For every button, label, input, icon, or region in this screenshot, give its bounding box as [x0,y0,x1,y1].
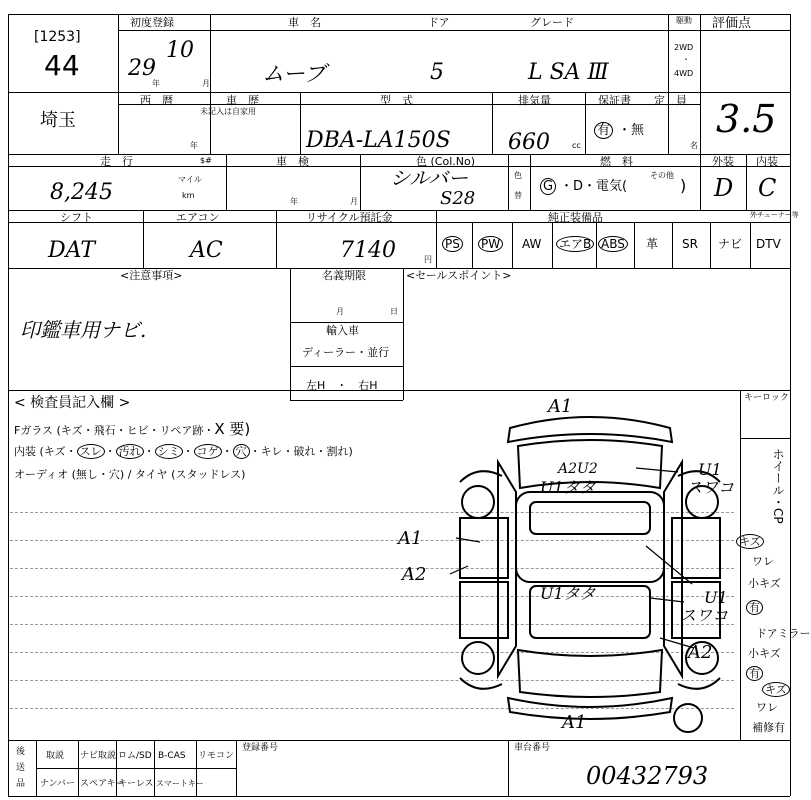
interior-koge: コゲ [194,444,222,459]
ac-label: エアコン [176,211,220,224]
leader [636,468,678,472]
color-value: シルバー [390,166,469,190]
equip-leather: 革 [646,237,659,251]
model-label: 型 式 [380,94,413,107]
equip-pw-circle: PW [478,236,503,252]
rule [8,210,790,211]
car-name-label: 車 名 [288,16,321,29]
small-kizu: 小キズ [748,577,781,590]
interior-value: C [758,174,777,202]
mark-left-a1: A1 [398,528,423,549]
region: 埼玉 [40,110,76,131]
rule [8,14,9,796]
rule [492,92,493,154]
rule [530,154,531,210]
rule [508,740,509,796]
rule [740,438,790,439]
mark-roof2: U1タタ [540,478,596,497]
first-reg-label: 初度登録 [130,16,174,29]
mark-right2-u1: U1 [704,588,728,607]
mirror-ware: ワレ [756,701,778,714]
interior-suffix: キレ・破れ・割れ) [260,445,353,458]
key-lock-label: キーロック [744,393,789,403]
fuel-g-circle: G [540,178,556,195]
drive-2wd: 2WD [674,43,694,52]
equip-dtv: DTV [756,237,781,251]
trunk [518,650,662,697]
car-diagram [420,396,740,736]
rule [790,14,791,796]
interior-shimi: シミ [155,444,183,459]
rule [290,322,403,323]
repaint-label-1: 色 [514,171,522,180]
exterior-value: D [714,174,734,202]
small-kizu2: 小キズ [748,647,781,660]
displacement-value: 660 [508,130,550,155]
displacement-label: 排気量 [518,94,551,107]
footer-navi-manual: ナビ取説 [80,751,117,761]
capacity-label: 定 員 [654,94,687,107]
interior-yogore: 汚れ [116,444,144,459]
fender-fl [460,471,502,482]
car-history-note: 未記入は自家用 [200,107,256,116]
rule [226,154,227,210]
rule [710,222,711,268]
repaint-label-2: 替 [514,191,522,200]
lot-code: [1253] [34,29,81,45]
name-change-label: 名義期限 [322,269,366,282]
rule [118,14,119,154]
right-front-door [672,518,720,578]
mark-right-sugo: スワコ [686,478,735,497]
inspection-month-unit: 月 [350,197,358,206]
mark-rear: A1 [562,712,587,733]
chassis-number: 00432793 [586,762,709,790]
km-unit: km [182,191,195,200]
mileage-label: 走 行 [100,155,133,168]
rating-label: 評価点 [712,16,752,31]
equip-abs-circle: ABS [598,236,628,252]
mirror-kizu-circle: キズ [762,682,790,697]
car-name-value: ムーブ [262,62,326,87]
fglass-suffix: X 要) [214,420,251,438]
interior-sure: スレ [77,444,105,459]
chassis-label: 車台番号 [514,743,551,753]
inspector-title: < 検査員記入欄 > [14,395,131,411]
fuel-rest: ・D・電気( [560,179,628,194]
footer-keyless: キーレス [118,779,154,789]
year-unit: 年 [152,79,160,88]
wheel-rear-left [462,642,494,674]
fuel-close: ) [680,176,687,195]
grade-label: グレード [530,16,574,29]
model-value: DBA-LA150S [306,128,451,153]
first-reg-year: 29 [128,56,156,81]
mark-left-a2: A2 [402,564,427,585]
leader [646,546,692,584]
rule [8,14,790,15]
equip-abs [598,238,628,250]
rule [290,366,403,367]
rule [668,14,669,154]
rating-value: 3.5 [716,97,777,141]
rule [585,92,586,154]
rule [552,222,553,268]
mark-center: U1タタ [540,584,596,603]
grade-value: L SA Ⅲ [528,60,609,85]
mileage-value: 8,245 [50,180,113,205]
left-front-door [460,518,508,578]
warranty-yes-circle: 有 [594,122,613,139]
tuner-label: 外チューナー等 [750,211,799,219]
interior-prefix: 内装 (キズ・ [14,445,77,458]
inspection-label: 車 検 [276,155,309,168]
color-label: 色 (Col.No) [416,155,476,168]
footer-rom: ロム/SD [118,751,152,761]
rule [290,400,403,401]
leader [650,598,684,602]
rule [700,14,701,154]
era-year-unit: 年 [190,141,198,150]
small-kizu2-has [746,668,763,679]
recycle-label: リサイクル預託金 [306,211,393,224]
rule [403,268,404,400]
footer-left-1: 後 [16,747,26,757]
footer-spare-key: スペアキー [80,779,125,789]
equip-ps [442,238,463,250]
door-value: 5 [430,60,444,85]
warranty-label: 保証書 [598,94,631,107]
interior-ana: 穴 [233,444,250,459]
wheel-ware: ワレ [752,555,774,568]
repair-label: 補修有 [752,721,785,734]
rule [360,154,361,210]
equipment-label: 純正装備品 [548,211,603,224]
rule [210,92,211,154]
import-label: 輸入車 [326,324,359,337]
fglass-line [14,420,250,439]
rule [8,92,790,93]
fender-rl [460,678,502,689]
fender-rr [678,678,720,689]
rule [276,210,277,268]
equip-ps-circle: PS [442,236,463,252]
equip-airbag [556,238,594,250]
mirror-kizu [762,684,790,695]
inspection-year-unit: 年 [290,197,298,206]
capacity-unit: 名 [690,141,698,150]
mark-front: A1 [548,396,573,417]
rule [290,268,291,400]
rule [750,222,751,268]
fuel-label: 燃 料 [600,155,633,168]
wheel-front-left [462,486,494,518]
rule [36,768,236,769]
equip-navi: ナビ [718,237,743,251]
warranty-no: ・無 [618,123,645,138]
rule [210,14,211,92]
wheel-vertical [762,448,784,524]
notes-value: 印鑑車用ナビ. [20,318,147,342]
rule [672,222,673,268]
roof [516,492,664,582]
rear-bumper [508,698,672,719]
rule [700,154,701,210]
lot-number: 44 [44,49,80,82]
door-label: ドア [428,16,450,29]
name-change-day: 日 [390,307,398,316]
mark-roof: A2U2 [558,461,598,477]
notes-label: <注意事項> [120,269,183,282]
wheel-label: ホイール・CP [771,448,785,524]
rule [596,222,597,268]
rule [236,740,237,796]
rule [436,210,437,268]
reg-number-label: 登録番号 [242,743,279,753]
interior-label: 内装 [756,155,778,168]
footer-manual: 取説 [46,751,65,761]
rule [143,210,144,268]
door-mirror-label: ドアミラー [756,627,811,640]
equip-pw [478,238,503,250]
footer-number: ナンバー [40,779,75,789]
left-rear-door [460,582,508,638]
footer-remote: リモコン [198,751,235,761]
rule [740,390,741,740]
small-kizu-has [746,602,763,613]
drive-4wd: 4WD [674,69,694,78]
shift-value: DAT [48,238,95,263]
first-reg-month: 10 [166,38,194,63]
front-bumper [508,417,672,442]
dealer-label: ディーラー・並行 [302,346,390,359]
mark-right3: A2 [688,642,713,663]
equip-aw: AW [522,237,542,251]
equip-sr: SR [682,237,698,251]
shift-label: シフト [60,211,93,224]
drive-dot: ・ [682,55,690,64]
exterior-label: 外装 [712,155,734,168]
wheel-kizu [736,536,764,547]
equip-airbag-circle: エアB [556,236,594,252]
wheel-kizu-circle: キズ [736,534,764,549]
rule [472,222,473,268]
rule [300,92,301,154]
rule [8,390,790,391]
rule [8,796,790,797]
rule [8,740,790,741]
rule [746,154,747,210]
cc-unit: cc [572,141,581,150]
mark-right2-sugo: スワコ [680,606,729,625]
windshield [530,502,650,534]
fuel-g [540,180,556,193]
sales-point-label: <セールスポイント> [406,269,512,282]
ac-value: AC [190,238,223,263]
drive-label: 駆動 [676,16,692,25]
rule [508,154,509,210]
car-history-label: 車 歴 [226,94,259,107]
mark-right-u1: U1 [698,460,722,479]
footer-left-3: 品 [16,779,26,789]
rule [634,222,635,268]
audio-line: オーディオ (無し・穴) / タイヤ (スタッドレス) [14,468,246,481]
fglass-prefix: Fガラス (キズ・飛石・ヒビ・リペア跡・ [14,424,215,437]
small-kizu2-has-circle: 有 [746,666,763,681]
yen-unit: 円 [424,255,432,264]
steering-label: 左H ・ 右H [306,379,378,392]
mile-unit: マイル [178,175,202,184]
recycle-value: 7140 [340,238,396,263]
interior-line: 内装 (キズ・ スレ ・ 汚れ ・ シミ ・ コゲ ・ 穴 ・キレ・破れ・割れ) [14,445,353,458]
rule [512,222,513,268]
warranty-yes [594,124,613,137]
color-code: S28 [440,188,476,209]
small-kizu-has-circle: 有 [746,600,763,615]
footer-bcas: B-CAS [158,751,186,761]
rule [118,30,790,31]
footer-left-2: 送 [16,763,26,773]
era-label: 西 暦 [140,94,173,107]
fuel-other: その他 [650,171,674,180]
footer-smart-key: スマートキー [156,779,204,788]
month-unit: 月 [202,79,210,88]
name-change-month: 月 [336,307,344,316]
spare-circle [674,704,702,732]
mileage-s: $# [200,156,212,165]
